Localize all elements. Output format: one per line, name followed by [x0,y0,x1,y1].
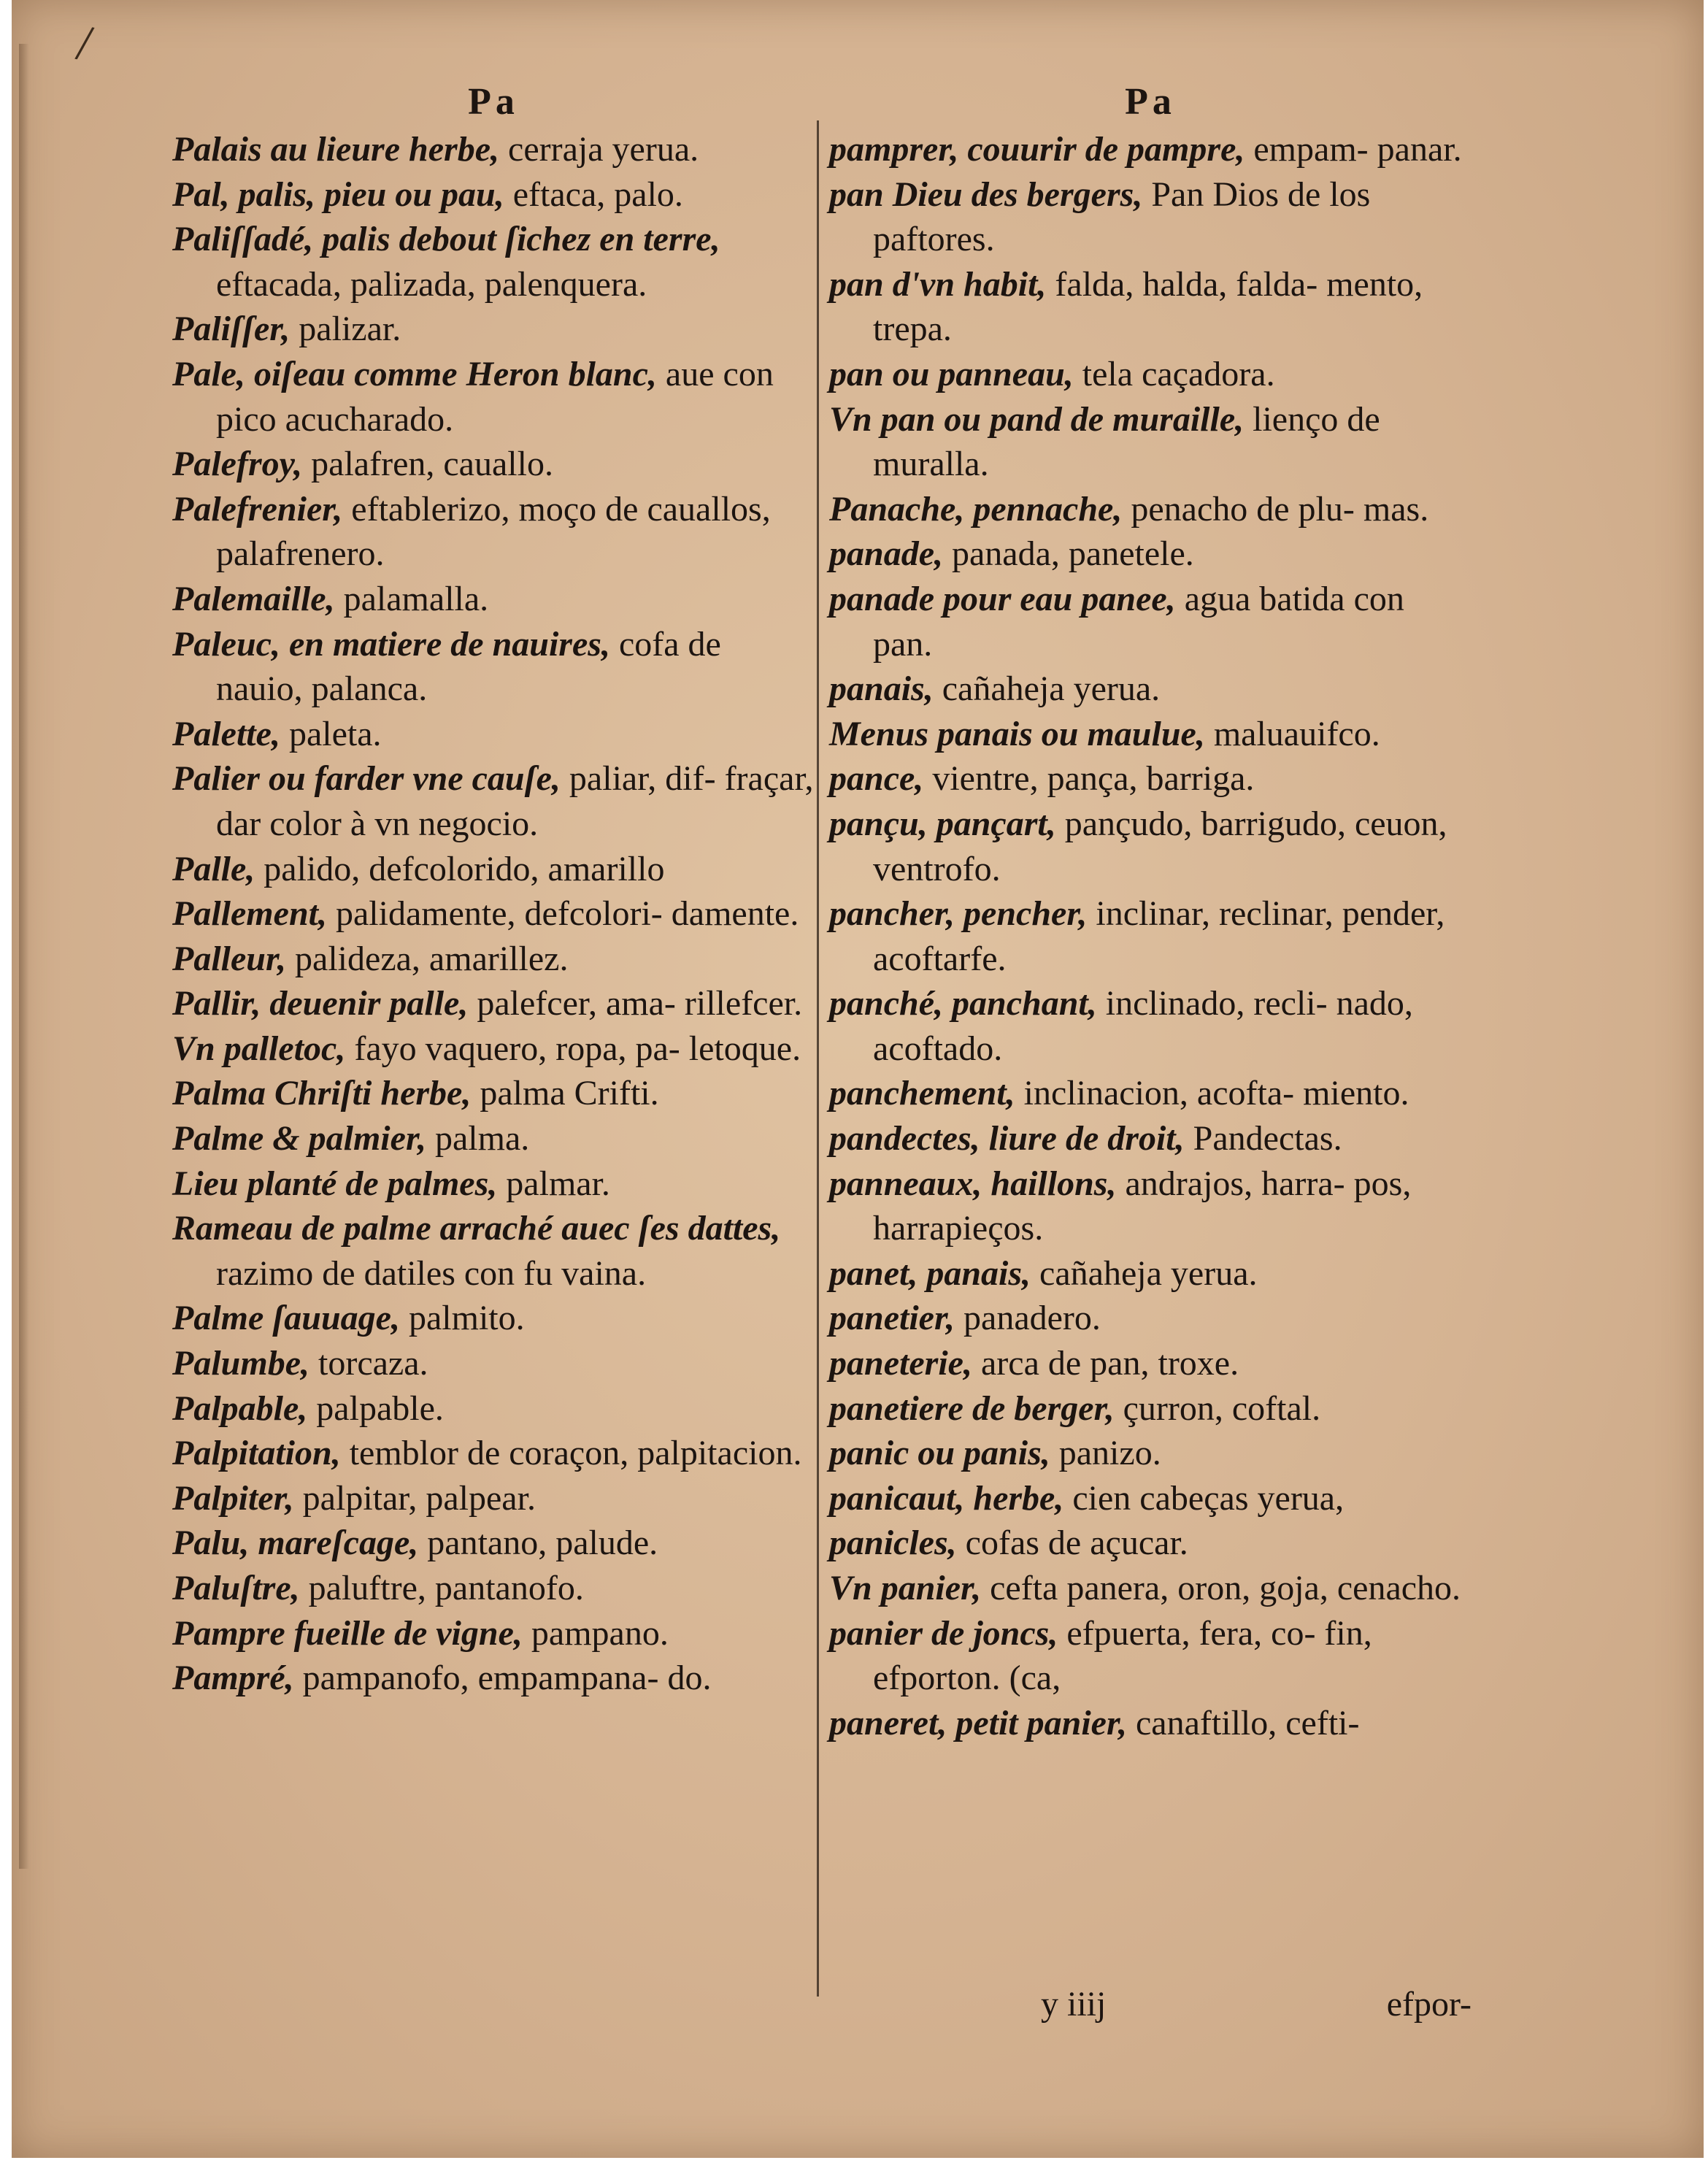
entry-headword: panet, panais, [829,1253,1031,1293]
entry-definition: cofas de açucar. [956,1523,1188,1563]
entry-definition: paleta. [280,714,382,753]
entry-headword: pan Dieu des bergers, [829,174,1143,214]
dictionary-entry [829,577,1472,666]
entry-headword: Palais au lieure herbe, [172,130,500,169]
entry-definition: vientre, pança, barriga. [923,759,1255,799]
entry-headword: panetier, [829,1299,955,1338]
entry-definition: pampanofo, empampana- do. [293,1659,712,1698]
entry-definition: eftablerizo, moço de cauallos, palafrenero. [216,489,771,574]
entry-definition: penacho de plu- mas. [1122,489,1429,529]
dictionary-entry [172,937,815,982]
entry-definition: palefcer, ama- rillefcer. [468,984,803,1023]
dictionary-entry [172,1476,815,1521]
entry-headword: panais, [829,669,934,709]
dictionary-entry [829,1296,1472,1341]
entry-definition: palizar. [290,310,401,349]
entry-definition: palamalla. [334,579,489,618]
entry-headword: Palette, [172,714,280,753]
dictionary-entry [829,756,1472,802]
signature-mark: y iiij [1041,1985,1107,2024]
entry-definition: eftacada, palizada, palenquera. [216,264,647,304]
dictionary-entry [829,1476,1472,1521]
dictionary-entry [829,1386,1472,1432]
dictionary-entry [172,127,815,172]
entry-headword: Paluſtre, [172,1569,300,1607]
dictionary-entry [829,172,1472,262]
entry-headword: Pal, palis, pieu ou pau, [172,174,504,214]
entry-definition: Pandectas. [1184,1119,1342,1158]
entry-definition: temblor de coraçon, palpitacion. [340,1434,802,1473]
dictionary-entry [829,712,1472,757]
entry-definition: palpitar, palpear. [293,1478,536,1518]
dictionary-entry [172,1566,815,1611]
entry-definition: palpable. [307,1388,444,1428]
dictionary-entry [172,1611,815,1656]
dictionary-entry [172,1026,815,1072]
entry-headword: Palemaille, [172,579,335,618]
catchword: efpor- [1386,1985,1472,2024]
entry-headword: Palu, mareſcage, [172,1523,419,1563]
entry-headword: panicles, [829,1523,957,1563]
dictionary-entry [172,1206,815,1296]
dictionary-entry [172,622,815,712]
entry-definition: palidamente, defcolori- damente. [326,894,799,934]
entry-definition: canaftillo, cefti- [1127,1703,1360,1742]
entry-headword: Paliſſer, [172,310,291,349]
entry-headword: panchement, [829,1074,1015,1113]
entry-headword: pan d'vn habit, [829,264,1047,304]
entry-headword: Pallir, deuenir palle, [172,984,469,1023]
entry-definition: tela caçadora. [1073,354,1275,393]
dictionary-entry [172,891,815,937]
entry-definition: panizo. [1050,1434,1161,1473]
column-divider [817,120,819,1997]
entry-headword: panic ou panis, [829,1434,1050,1473]
entry-headword: Lieu planté de palmes, [172,1164,498,1203]
dictionary-entry [172,352,815,442]
dictionary-entry [172,756,815,846]
entry-headword: Pallement, [172,894,327,934]
entry-headword: Vn pan ou pand de muraille, [829,399,1245,439]
entry-definition: falda, halda, falda- mento, trepa. [873,264,1423,349]
entry-headword: Palme ſauuage, [172,1299,400,1338]
entry-headword: Palier ou farder vne cauſe, [172,759,561,799]
entry-headword: panade, [829,534,943,574]
entry-definition: panada, panetele. [943,534,1194,574]
entry-definition: inclinar, reclinar, pender, acoftarfe. [873,894,1445,978]
entry-definition: eftaca, palo. [504,174,683,214]
entry-headword: panetiere de berger, [829,1388,1115,1428]
entry-headword: panier de joncs, [829,1613,1058,1653]
dictionary-entry [172,487,815,577]
dictionary-entry [829,1566,1472,1611]
entry-definition: efpuerta, fera, co- fin, efporton. (ca, [873,1613,1372,1698]
entry-headword: Pampre fueille de vigne, [172,1613,523,1653]
left-running-header: Pa [468,81,519,123]
dictionary-entry [172,1071,815,1116]
dictionary-entry [172,1431,815,1476]
entry-headword: Palme & palmier, [172,1119,426,1158]
entry-headword: panneaux, haillons, [829,1164,1117,1203]
left-column [172,80,815,1701]
entry-headword: Palpable, [172,1388,308,1428]
right-column [829,80,1472,1745]
entry-definition: palmito. [399,1299,525,1338]
entry-headword: pandectes, liure de droit, [829,1119,1185,1158]
entry-definition: Pan Dios de los paftores. [873,174,1371,259]
dictionary-entry [829,352,1472,397]
dictionary-entry [829,531,1472,577]
entry-headword: pançu, pançart, [829,804,1056,843]
entry-headword: Palpiter, [172,1478,294,1518]
entry-headword: Pale, oiſeau comme Heron blanc, [172,354,657,393]
entry-definition: palido, defcolorido, amarillo [255,849,665,888]
entry-headword: Palefrenier, [172,489,343,529]
dictionary-entry [172,1656,815,1701]
dictionary-entry [172,1116,815,1161]
entry-definition: palafren, cauallo. [302,445,553,484]
entry-headword: Palpitation, [172,1434,341,1473]
dictionary-entry [829,666,1472,712]
dictionary-entry [172,981,815,1026]
dictionary-entry [829,1701,1472,1746]
entry-headword: pamprer, couurir de pampre, [829,130,1245,169]
entry-definition: palmar. [497,1164,610,1203]
entry-definition: cañaheja yerua. [1031,1253,1258,1293]
entry-definition: pantano, palude. [418,1523,658,1563]
entry-headword: paneret, petit panier, [829,1703,1127,1742]
entry-headword: Vn panier, [829,1569,982,1607]
dictionary-entry [172,217,815,307]
book-page [12,0,1704,2158]
entry-definition: cefta panera, oron, goja, cenacho. [981,1569,1461,1607]
entry-headword: Menus panais ou maulue, [829,714,1205,753]
entry-definition: lienço de muralla. [873,399,1380,484]
entry-headword: Paleuc, en matiere de nauires, [172,624,610,664]
dictionary-entry [829,1071,1472,1116]
dictionary-entry [829,981,1472,1071]
entry-headword: Panache, pennache, [829,489,1123,529]
dictionary-entry [172,1296,815,1341]
entry-definition: palideza, amarillez. [286,939,569,978]
entry-headword: pance, [829,759,924,799]
dictionary-entry [172,577,815,622]
dictionary-entry [172,1341,815,1386]
entry-definition: fayo vaquero, ropa, pa- letoque. [345,1029,801,1068]
entry-headword: Palefroy, [172,445,303,484]
dictionary-entry [172,172,815,218]
dictionary-entry [172,1161,815,1207]
entry-definition: razimo de datiles con fu vaina. [216,1253,647,1293]
entry-headword: panché, panchant, [829,984,1097,1023]
entry-definition: paluftre, pantanofo. [299,1569,584,1607]
dictionary-entry [172,1386,815,1432]
entry-headword: Palumbe, [172,1344,309,1383]
entry-definition: aue con pico acucharado. [216,354,774,439]
dictionary-entry [172,307,815,352]
dictionary-entry [829,397,1472,487]
entry-definition: andrajos, harra- pos, harrapieços. [873,1164,1412,1248]
dictionary-entry [829,1611,1472,1701]
entry-definition: arca de pan, troxe. [972,1344,1239,1383]
dictionary-entry [829,487,1472,532]
right-running-header: Pa [1125,81,1176,123]
entry-definition: panadero. [955,1299,1101,1338]
dictionary-entry [172,712,815,757]
entry-headword: panade pour eau panee, [829,579,1176,618]
entry-definition: cofa de nauio, palanca. [216,624,721,709]
dictionary-entry [172,847,815,892]
entry-definition: cerraja yerua. [499,130,699,169]
entry-definition: torcaza. [309,1344,428,1383]
entry-headword: Palma Chriſti herbe, [172,1074,472,1113]
entry-headword: pan ou panneau, [829,354,1074,393]
dictionary-entry [829,802,1472,891]
corner-mark: / [72,14,97,73]
entry-definition: paliar, dif- fraçar, dar color à vn negocio. [216,759,814,843]
page-footer [829,1984,1472,2029]
dictionary-entry [829,1431,1472,1476]
entry-definition: maluauifco. [1204,714,1380,753]
dictionary-entry [829,1341,1472,1386]
dictionary-entry [829,1116,1472,1161]
dictionary-entry [829,1251,1472,1296]
entry-definition: cañaheja yerua. [933,669,1161,709]
entry-definition: pampano. [522,1613,669,1653]
dictionary-entry [172,1521,815,1566]
entry-headword: Vn palletoc, [172,1029,346,1068]
entry-headword: Palle, [172,849,255,888]
dictionary-entry [829,1521,1472,1566]
entry-definition: inclinado, recli- nado, acoftado. [873,984,1413,1068]
entry-definition: agua batida con pan. [873,579,1404,664]
entry-definition: pançudo, barrigudo, ceuon, ventrofo. [873,804,1447,888]
left-entry-list [172,127,815,1701]
entry-headword: Rameau de palme arraché auec ſes dattes, [172,1209,781,1248]
entry-definition: palma. [426,1119,530,1158]
dictionary-entry [829,1161,1472,1251]
gutter-shadow [19,44,29,1869]
dictionary-entry [829,891,1472,981]
entry-headword: paneterie, [829,1344,972,1383]
entry-definition: empam- panar. [1245,130,1462,169]
entry-headword: Palleur, [172,939,287,978]
entry-headword: Pampré, [172,1659,294,1698]
entry-definition: palma Crifti. [471,1074,659,1113]
right-entry-list [829,127,1472,1745]
dictionary-entry [829,127,1472,172]
dictionary-entry [172,442,815,487]
entry-definition: cien cabeças yerua, [1063,1478,1345,1518]
entry-definition: inclinacion, acofta- miento. [1015,1074,1409,1113]
entry-headword: Paliſſadé, palis debout ſichez en terre, [172,220,720,259]
entry-headword: panicaut, herbe, [829,1478,1064,1518]
dictionary-entry [829,262,1472,352]
entry-headword: pancher, pencher, [829,894,1088,934]
entry-definition: çurron, coftal. [1114,1388,1321,1428]
